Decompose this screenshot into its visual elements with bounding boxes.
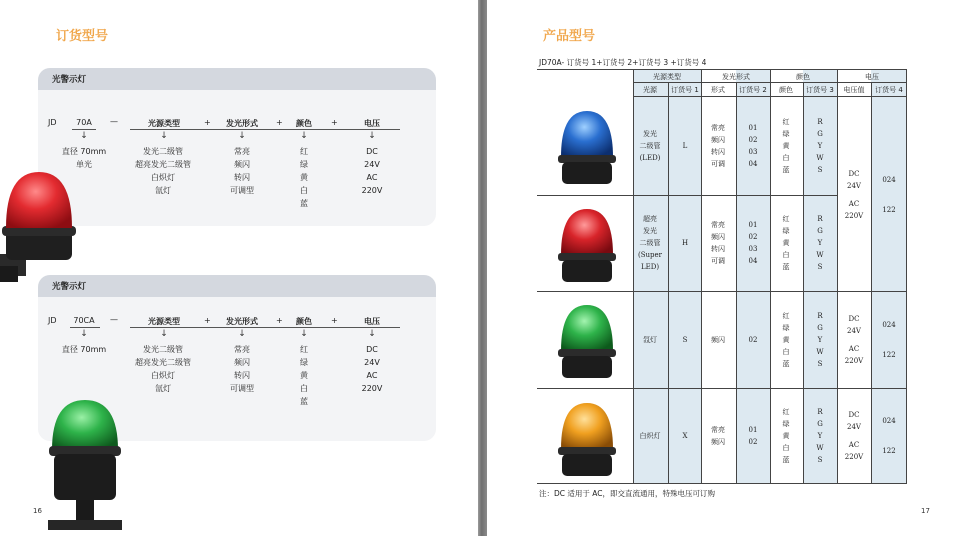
color-cell: 红 绿 黄 白 蓝 [782,312,790,368]
blue-lamp-image [555,107,619,189]
dash: — [110,315,118,324]
light-source-cell: 氙灯 [643,336,657,344]
section-title: 光警示灯 [52,282,87,292]
voltage-cell: DC 24V AC 220V [844,411,864,461]
code1-cell: L [682,142,688,150]
model-notes: 直径 70mm 单光 [61,147,107,169]
light-source-cell: 白炽灯 [639,432,661,440]
prefix-label: JD [48,118,57,127]
color-cell: 红 绿 黄 白 蓝 [782,408,790,464]
left-page: 订货型号 光警示灯 光警示灯 JD 70A — 光源类型 + 发光形式 + 颜色 + 电压 ↓ ↓ ↓ ↓ ↓ 直径 70mm 单光 发光二级管 超亮发光二级管 白炽灯 氙灯 常亮 频闪 转闪 可调型 红 绿 黄 白 蓝 DC 24V AC 220V JD 70CA — 光源类型 + 发光形式 + 颜色 + 电压 ↓ ↓ ↓ ↓ ↓ 直径 70mm 发光二级管 超亮发光二级管 白炽灯 氙灯 常亮 频闪 转闪 可调型 红 绿 黄 白 蓝 DC 24V AC 220V 16 [0,0,478,536]
code-voltage: 电压 [364,119,380,128]
model-notes: 直径 70mm [61,345,107,354]
header-col: 电压值 [843,86,865,94]
green-lamp-image [46,396,126,536]
code-light-source: 光源类型 [148,119,180,128]
form-cell: 频闪 [711,336,725,344]
model-label: 70CA [73,316,95,325]
right-page [487,0,964,536]
code-voltage: 电压 [364,317,380,326]
dash: — [110,117,118,126]
light-source-cell: 超亮 发光 二级管 (Super LED) [637,215,663,271]
code1-cell: X [682,432,688,440]
plus: + [276,118,283,127]
footnote: 注：DC 适用于 AC，即交直流通用，特殊电压可订购 [539,489,716,498]
page-heading: 产品型号 [543,29,596,44]
code1-cell: S [682,336,688,344]
code3-cell: R G Y W S [816,312,824,368]
code3-cell: R G Y W S [816,215,824,271]
header-group-form: 发光形式 [722,73,750,81]
order-code-caption: JD70A- 订货号 1+订货号 2+订货号 3 +订货号 4 [539,58,707,67]
header-col: 订货号 3 [806,86,834,94]
code-form: 发光形式 [226,317,258,326]
product-table [537,69,907,484]
voltage-list: DC 24V AC 220V [361,345,383,393]
light-source-list: 发光二级管 超亮发光二级管 白炽灯 氙灯 [135,345,191,393]
form-list: 常亮 频闪 转闪 可调型 [230,147,254,195]
book-gutter [478,0,487,536]
header-col: 订货号 2 [739,86,767,94]
color-cell: 红 绿 黄 白 蓝 [782,215,790,271]
code1-cell: H [681,239,689,247]
voltage-code-cell: 024 122 [882,176,896,214]
red-lamp-image [0,168,80,286]
header-col: 颜色 [779,86,793,94]
code2-cell: 01 02 [748,426,758,446]
form-cell: 常亮 频闪 转闪 可调 [711,124,725,168]
section-header [38,68,436,90]
green-lamp-image [555,301,619,383]
code2-cell: 01 02 03 04 [748,124,758,168]
voltage-cell: DC 24V AC 220V [844,315,864,365]
code3-cell: R G Y W S [816,408,824,464]
header-col: 形式 [711,86,725,94]
voltage-code-cell: 024 122 [882,321,896,359]
voltage-code-cell: 024 122 [882,417,896,455]
plus: + [204,118,211,127]
section-title: 光警示灯 [52,75,87,85]
amber-lamp-image [555,399,619,481]
form-cell: 常亮 频闪 [711,426,725,446]
header-col: 光源 [643,86,657,94]
header-col: 订货号 4 [875,86,903,94]
code-color: 颜色 [296,317,312,326]
page-number: 16 [33,507,42,515]
voltage-list: DC 24V AC 220V [361,147,383,195]
color-list: 红 绿 黄 白 蓝 [300,345,308,406]
section-header [38,275,436,297]
page-number: 17 [921,507,930,515]
voltage-cell: DC 24V AC 220V [844,170,864,220]
plus: + [276,316,283,325]
header-group-light-source: 光源类型 [653,73,681,81]
header-group-color: 颜色 [796,73,810,81]
form-cell: 常亮 频闪 转闪 可调 [711,221,725,265]
header-col: 订货号 1 [671,86,699,94]
light-source-list: 发光二级管 超亮发光二级管 白炽灯 氙灯 [135,147,191,195]
code2-cell: 02 [748,336,758,344]
code-form: 发光形式 [226,119,258,128]
light-source-cell: 发光 二级管 (LED) [639,130,661,162]
page-heading: 订货型号 [56,29,109,44]
header-group-voltage: 电压 [865,73,879,81]
code3-cell: R G Y W S [816,118,824,174]
red-lamp-image [555,205,619,287]
prefix-label: JD [48,316,57,325]
color-cell: 红 绿 黄 白 蓝 [782,118,790,174]
model-label: 70A [76,118,92,127]
plus: + [331,118,338,127]
plus: + [331,316,338,325]
code2-cell: 01 02 03 04 [748,221,758,265]
form-list: 常亮 频闪 转闪 可调型 [230,345,254,393]
code-color: 颜色 [296,119,312,128]
code-light-source: 光源类型 [148,317,180,326]
color-list: 红 绿 黄 白 蓝 [300,147,308,208]
plus: + [204,316,211,325]
